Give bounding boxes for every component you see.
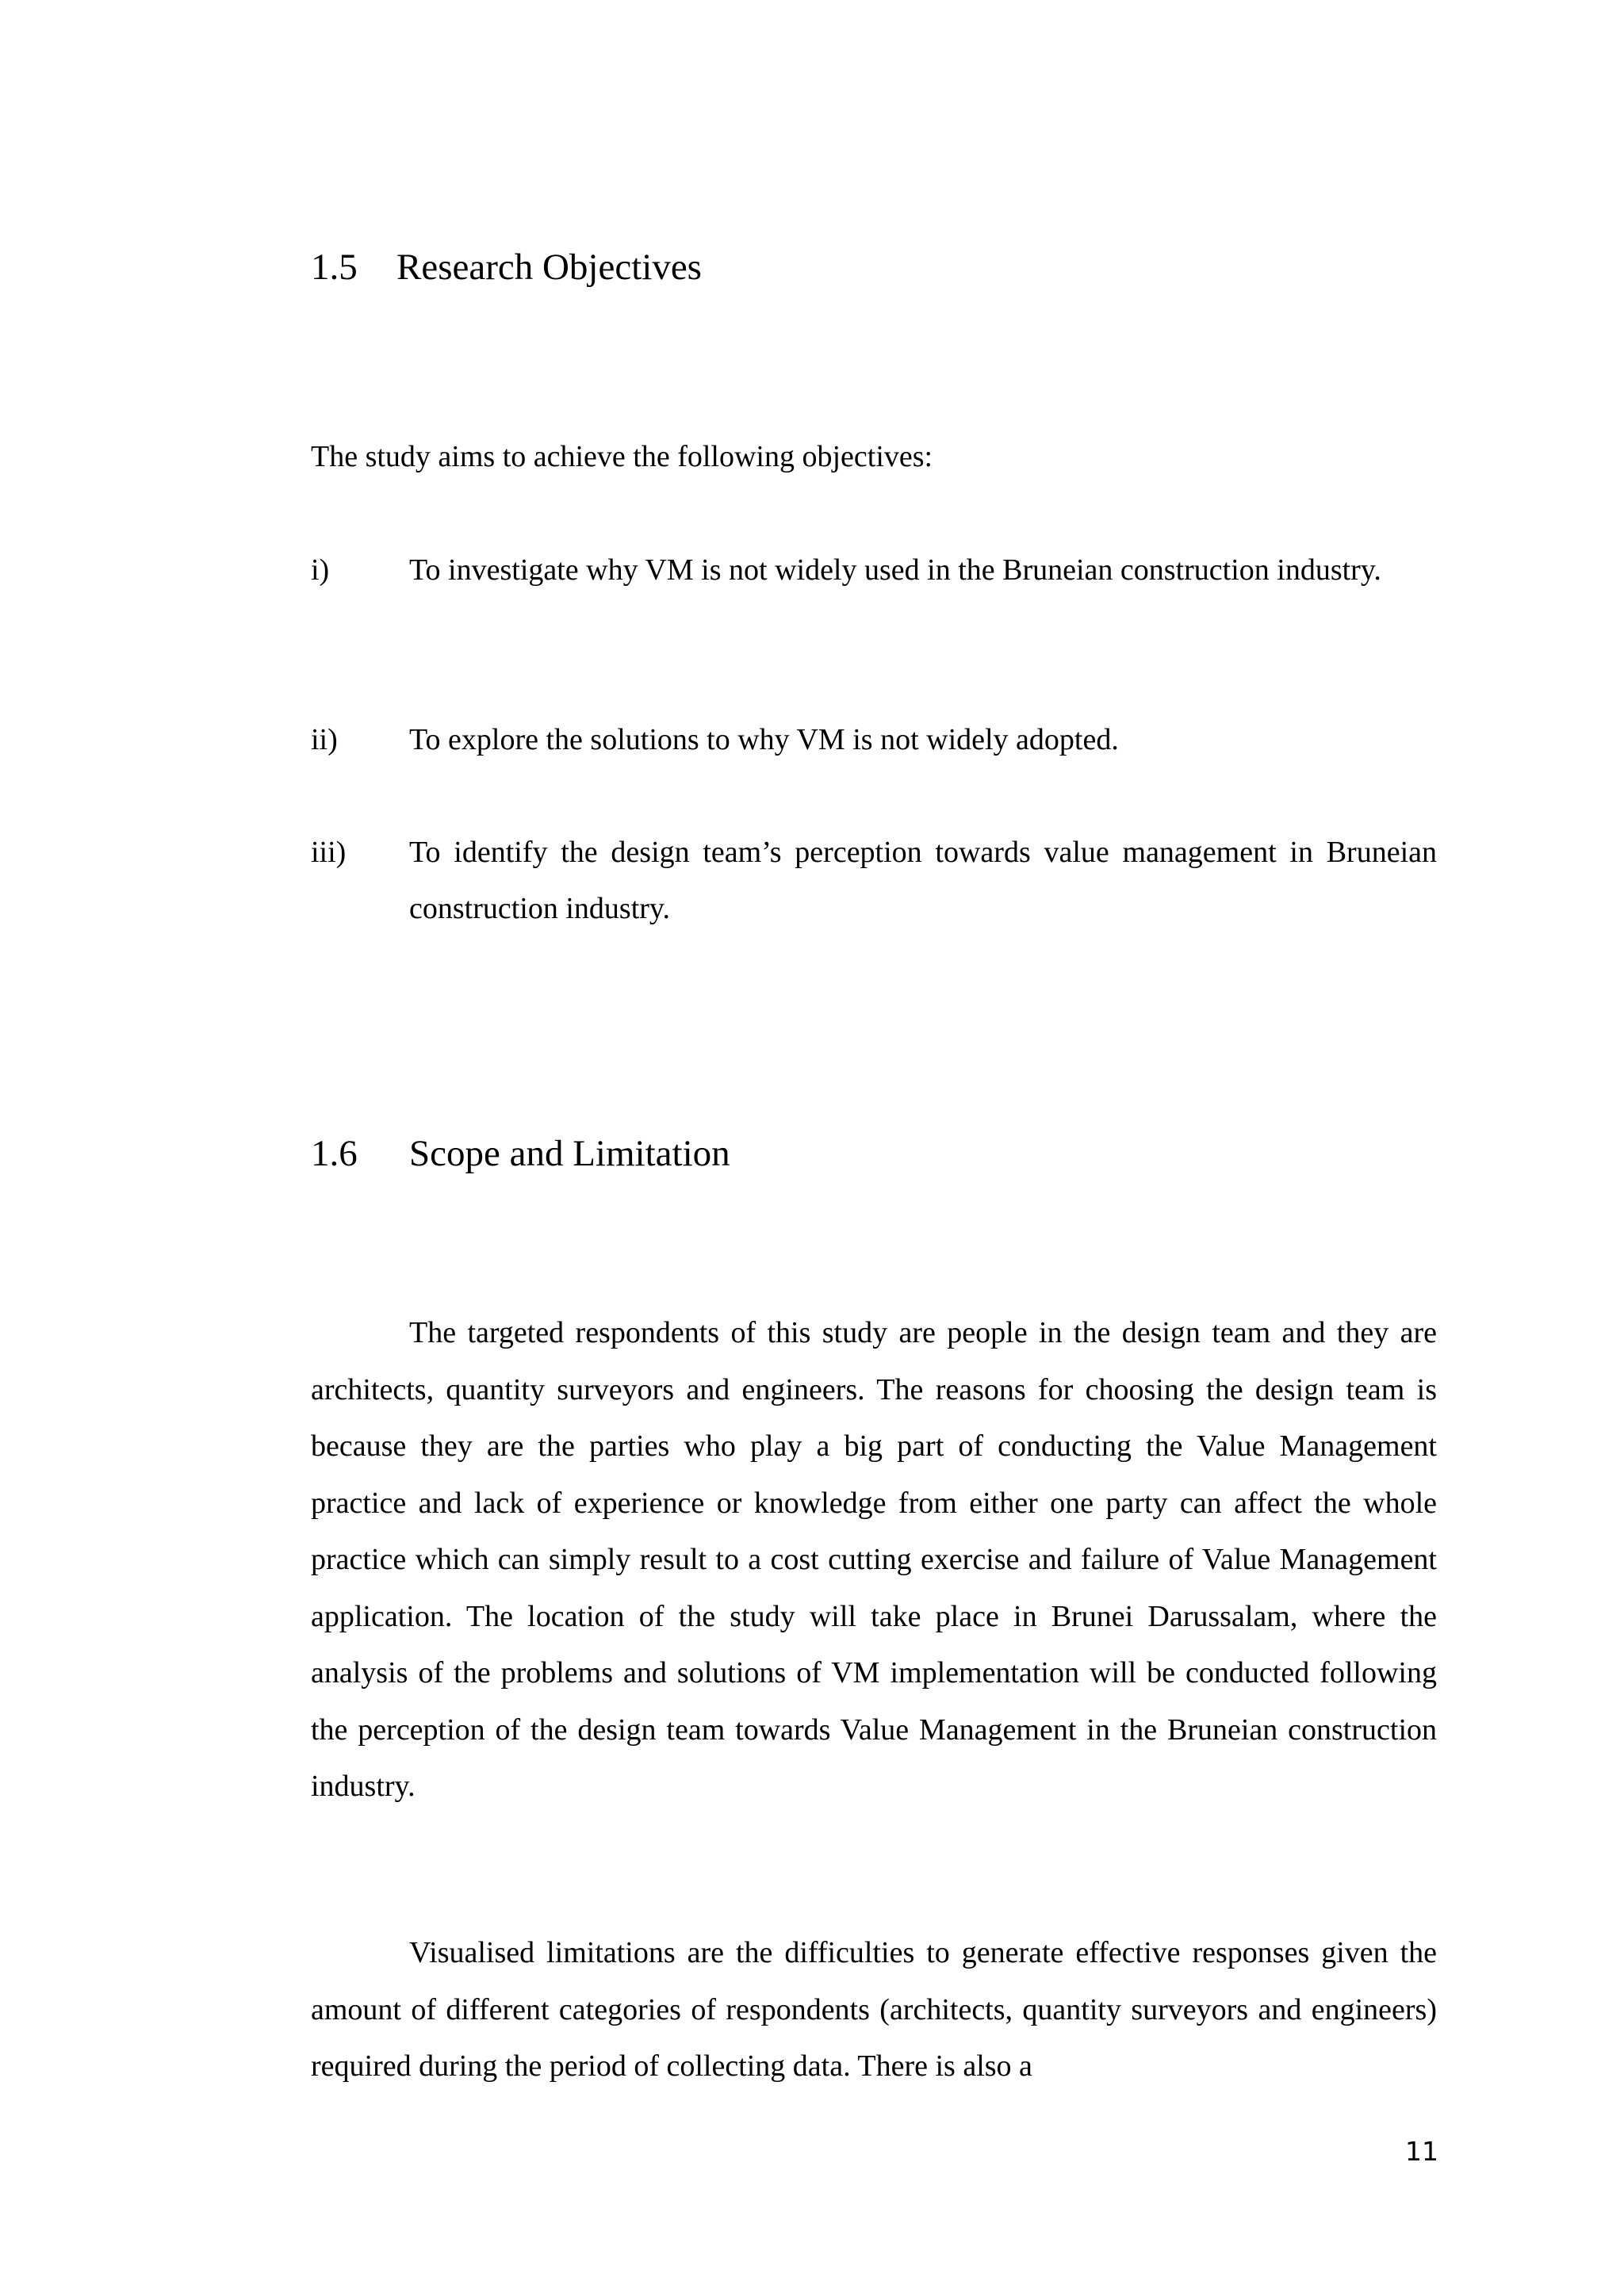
body-paragraph: Visualised limitations are the difficulties to generate effective responses given the amount of different categories of respondents (architects, quantity surveyors and engineers) required during the period of collecting data. There is also a [311,1936,1437,2083]
list-marker: iii) [311,836,347,869]
objective-text: To explore the solutions to why VM is not widely adopted. [409,723,1119,756]
section-title: Research Objectives [396,247,702,288]
section-heading-research-objectives [311,246,702,289]
body-paragraph: The targeted respondents of this study are people in the design team and they are architects, quantity surveyors and engineers. The reasons for choosing the design team is because they are the parties who play a big part of conducting the Value Management practice and lack of experience or knowledge from either one party can affect the whole practice which can simply result to a cost cutting exercise and failure of Value Management application. The location of the study will take place in Brunei Darussalam, where the analysis of the problems and solutions of VM implementation will be conducted following the perception of the design team towards Value Management in the Bruneian construction industry. [311,1316,1437,1803]
list-marker: ii) [311,723,338,756]
section-heading-scope-and-limitation [311,1132,730,1175]
objectives-intro: The study aims to achieve the following objectives: [311,440,933,473]
section-number: 1.6 [311,1133,358,1174]
list-marker: i) [311,553,330,587]
page-number: 11 [1405,2136,1438,2167]
section-title: Scope and Limitation [409,1133,730,1174]
section-number: 1.5 [311,247,358,288]
objective-text: To investigate why VM is not widely used in the Bruneian construction industry. [409,553,1381,587]
objective-text: To identify the design team’s perception towards value management in Bruneian construction industry. [409,836,1437,925]
